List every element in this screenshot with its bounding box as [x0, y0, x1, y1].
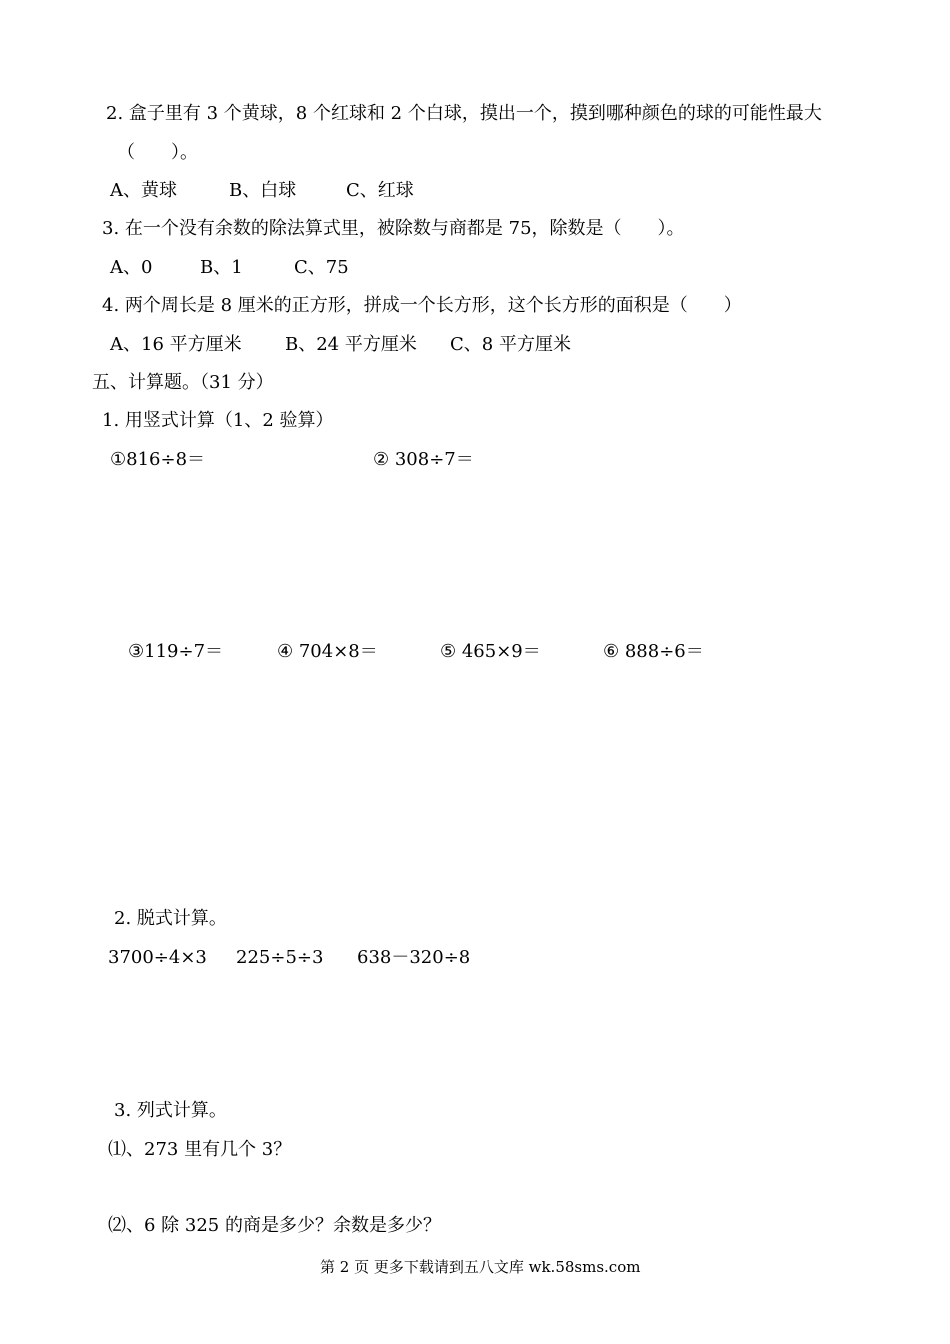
question-4-option-c: C、8 平方厘米 — [450, 334, 571, 355]
expr-item-1: 3700÷4×3 — [108, 947, 207, 968]
calc-item-3: ③119÷7＝ — [128, 641, 224, 662]
question-2-option-a: A、黄球 — [110, 180, 177, 201]
subsection-3-title: 3. 列式计算。 — [114, 1100, 227, 1121]
expr-item-2: 225÷5÷3 — [236, 947, 324, 968]
question-2-text: 2. 盒子里有 3 个黄球，8 个红球和 2 个白球，摸出一个，摸到哪种颜色的球的可能性最大 — [106, 103, 822, 124]
calc-item-4: ④ 704×8＝ — [277, 641, 378, 662]
question-4-option-b: B、24 平方厘米 — [285, 334, 417, 355]
calc-item-1: ①816÷8＝ — [110, 449, 206, 470]
question-2-option-b: B、白球 — [229, 180, 297, 201]
question-3-option-c: C、75 — [294, 257, 349, 278]
question-4-option-a: A、16 平方厘米 — [110, 334, 242, 355]
subsection-1-title: 1. 用竖式计算（1、2 验算） — [102, 410, 334, 431]
section-5-title: 五、计算题。（31 分） — [92, 372, 274, 393]
expr-item-3: 638－320÷8 — [357, 947, 471, 968]
question-2-blank: （ ）。 — [117, 142, 198, 163]
word-problem-2: ⑵、6 除 325 的商是多少？余数是多少？ — [108, 1215, 441, 1236]
calc-item-2: ② 308÷7＝ — [373, 449, 474, 470]
question-3-text: 3. 在一个没有余数的除法算式里，被除数与商都是 75，除数是（ ）。 — [102, 218, 685, 239]
question-4-text: 4. 两个周长是 8 厘米的正方形，拼成一个长方形，这个长方形的面积是（ ） — [102, 295, 742, 316]
question-3-option-a: A、0 — [110, 257, 153, 278]
question-2-option-c: C、红球 — [346, 180, 414, 201]
word-problem-1: ⑴、273 里有几个 3？ — [108, 1139, 292, 1160]
calc-item-6: ⑥ 888÷6＝ — [603, 641, 704, 662]
calc-item-5: ⑤ 465×9＝ — [440, 641, 541, 662]
page-footer: 第 2 页 更多下载请到五八文库 wk.58sms.com — [320, 1258, 641, 1276]
question-3-option-b: B、1 — [200, 257, 243, 278]
subsection-2-title: 2. 脱式计算。 — [114, 908, 227, 929]
